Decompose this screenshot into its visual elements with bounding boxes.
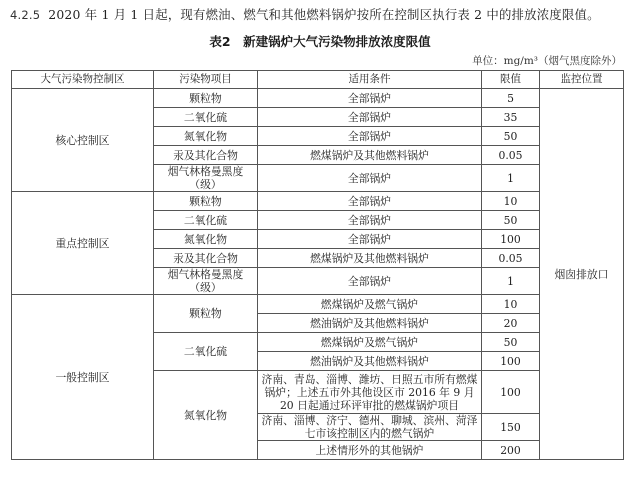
condition-cell: 济南、青岛、淄博、潍坊、日照五市所有燃煤锅炉；上述五市外其他设区市 2016 年 9 月 20 日起通过环评审批的燃煤锅炉项目 [258, 371, 482, 414]
limit-cell: 20 [482, 314, 540, 333]
pollutant-cell: 二氧化硫 [154, 108, 258, 127]
condition-cell: 燃煤锅炉及其他燃料锅炉 [258, 146, 482, 165]
table-row [12, 89, 624, 108]
condition-cell: 全部锅炉 [258, 192, 482, 211]
condition-cell: 全部锅炉 [258, 89, 482, 108]
condition-cell: 全部锅炉 [258, 127, 482, 146]
condition-cell: 燃油锅炉及其他燃料锅炉 [258, 314, 482, 333]
table-header-row [12, 71, 624, 89]
condition-cell: 全部锅炉 [258, 108, 482, 127]
header-condition: 适用条件 [258, 71, 482, 89]
pollutant-cell: 颗粒物 [154, 295, 258, 333]
pollutant-cell: 颗粒物 [154, 89, 258, 108]
limit-cell: 35 [482, 108, 540, 127]
header-pollutant: 污染物项目 [154, 71, 258, 89]
limit-cell: 50 [482, 127, 540, 146]
condition-cell: 燃煤锅炉及燃气锅炉 [258, 333, 482, 352]
condition-cell: 燃油锅炉及其他燃料锅炉 [258, 352, 482, 371]
pollutant-cell: 烟气林格曼黑度（级） [154, 268, 258, 295]
intro-paragraph [0, 0, 640, 30]
condition-cell: 全部锅炉 [258, 211, 482, 230]
section-number: 4.2.5 [10, 8, 41, 22]
zone-general: 一般控制区 [12, 295, 154, 460]
condition-cell: 燃煤锅炉及燃气锅炉 [258, 295, 482, 314]
limit-cell: 100 [482, 371, 540, 414]
pollutant-cell: 氮氧化物 [154, 230, 258, 249]
table-unit: 单位：mg/m³（烟气黑度除外） [472, 55, 622, 67]
limit-cell: 0.05 [482, 249, 540, 268]
limit-cell: 1 [482, 268, 540, 295]
limit-cell: 0.05 [482, 146, 540, 165]
header-limit: 限值 [482, 71, 540, 89]
limit-cell: 50 [482, 211, 540, 230]
pollutant-cell: 二氧化硫 [154, 211, 258, 230]
header-zone: 大气污染物控制区 [12, 71, 154, 89]
table-row [12, 295, 624, 314]
header-location: 监控位置 [540, 71, 624, 89]
limit-cell: 100 [482, 352, 540, 371]
limit-cell: 5 [482, 89, 540, 108]
condition-cell: 济南、淄博、济宁、德州、聊城、滨州、菏泽七市该控制区内的燃气锅炉 [258, 414, 482, 441]
pollutant-cell: 汞及其化合物 [154, 249, 258, 268]
condition-cell: 全部锅炉 [258, 165, 482, 192]
limit-cell: 1 [482, 165, 540, 192]
location-cell: 烟囱排放口 [540, 89, 624, 460]
pollutant-cell: 氮氧化物 [154, 127, 258, 146]
limit-cell: 50 [482, 333, 540, 352]
limit-cell: 150 [482, 414, 540, 441]
pollutant-cell: 氮氧化物 [154, 371, 258, 460]
pollutant-cell: 烟气林格曼黑度（级） [154, 165, 258, 192]
table-row [12, 192, 624, 211]
condition-cell: 全部锅炉 [258, 230, 482, 249]
limit-cell: 100 [482, 230, 540, 249]
zone-core: 核心控制区 [12, 89, 154, 192]
table-title: 表2 新建锅炉大气污染物排放浓度限值 [209, 34, 431, 49]
pollutant-cell: 汞及其化合物 [154, 146, 258, 165]
zone-key: 重点控制区 [12, 192, 154, 295]
intro-text: 2020 年 1 月 1 日起，现有燃油、燃气和其他燃料锅炉按所在控制区执行表 2 中的排放浓度限值。 [48, 7, 600, 22]
condition-cell: 燃煤锅炉及其他燃料锅炉 [258, 249, 482, 268]
limit-cell: 10 [482, 295, 540, 314]
condition-cell: 上述情形外的其他锅炉 [258, 441, 482, 460]
pollutant-cell: 二氧化硫 [154, 333, 258, 371]
condition-cell: 全部锅炉 [258, 268, 482, 295]
emission-limits-table [11, 70, 624, 460]
limit-cell: 200 [482, 441, 540, 460]
limit-cell: 10 [482, 192, 540, 211]
pollutant-cell: 颗粒物 [154, 192, 258, 211]
